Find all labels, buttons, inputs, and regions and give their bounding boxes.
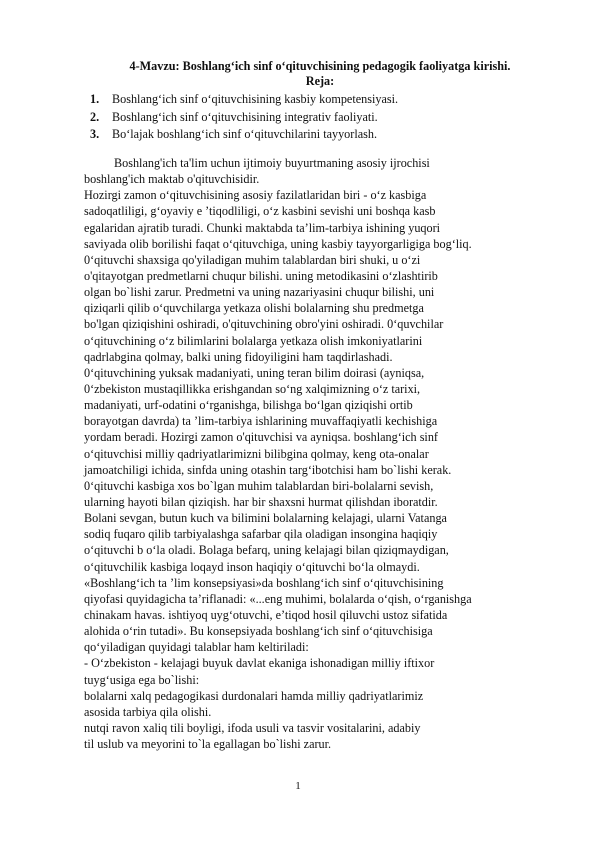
body-line: 0‘qituvchi shaxsiga qo'yiladigan muhim talablardan biri shuki, u o‘zi [84, 252, 421, 267]
plan-item-text: Bo‘lajak boshlang‘ich sinf o‘qituvchilarini tayyorlash. [112, 127, 378, 141]
body-line: 0‘zbekiston mustaqillikka erishgandan so‘ng xalqimizning o‘z tarixi, [84, 381, 421, 396]
body-line: o'qitayotgan predmetlarni chuqur bilishi. uning metodikasini o‘zlashtirib [84, 268, 438, 283]
body-line: Bolani sevgan, butun kuch va bilimini bolalarning kelajagi, ularni Vatanga [84, 511, 447, 526]
body-line: sadoqatliligi, g‘oyaviy e ’tiqodliligi, o‘z kasbini sevishi uni boshqa kasb [84, 204, 436, 219]
body-line: qiyofasi quyidagicha ta’riflanadi: «...eng muhimi, bolalarda o‘qish, o‘rganishga [84, 591, 472, 606]
body-line: bo'lgan qiziqishini oshiradi, o'qituvchining obro'yini oshiradi. 0‘quvchilar [84, 317, 444, 332]
body-line: jamoatchiligi ichida, sinfda uning otashin targ‘ibotchisi ham bo`lishi kerak. [84, 462, 452, 477]
page-number: 1 [295, 780, 301, 792]
body-line: madaniyati, urf-odatini o‘rganishga, bilishga bo‘lgan qiziqishi ortib [84, 398, 413, 413]
body-line: sodiq fuqaro qilib tarbiyalashga safarbar qila oladigan insongina haqiqiy [84, 527, 438, 542]
body-line: egalaridan ajratib turadi. Chunki maktabda ta’lim-tarbiya ishining yuqori [84, 220, 441, 235]
plan-item-number: 3. [90, 127, 100, 141]
body-line: saviyada olib borilishi faqat o‘qituvchiga, uning kasbiy tayyorgarligiga bog‘liq. [84, 236, 472, 251]
body-line: - O‘zbekiston - kelajagi buyuk davlat ekaniga ishonadigan milliy iftixor [84, 656, 435, 671]
body-line: nutqi ravon xaliq tili boyligi, ifoda usuli va tasvir vositalarini, adabiy [84, 720, 421, 735]
body-line: «Boshlang‘ich ta ’lim konsepsiyasi»da boshlang‘ich sinf o‘qituvchisining [84, 575, 444, 590]
body-line: o‘qituvchi b o‘la oladi. Bolaga befarq, uning kelajagi bilan qiziqmaydigan, [84, 543, 449, 558]
body-line: Hozirgi zamon o‘qituvchisining asosiy fazilatlaridan biri - o‘z kasbiga [84, 188, 427, 203]
body-line: chinakam havas. ishtiyoq uyg‘otuvchi, e’tiqod hosil qiluvchi ustoz sifatida [84, 607, 448, 622]
body-line: Boshlang'ich ta'lim uchun ijtimoiy buyurtmaning asosiy ijrochisi [114, 156, 430, 170]
body-line: o‘qituvchisi milliy qadriyatlarimizni bilibgina qolmay, keng ota-onalar [84, 446, 429, 461]
body-line: borayotgan davrda) ta ’lim-tarbiya ishlarining muvaffaqiyatli kechishiga [84, 414, 438, 429]
body-line: olgan bo`lishi zarur. Predmetni va uning nazariyasini chuqur bilishi, uni [84, 285, 435, 300]
plan-item [90, 109, 398, 127]
plan-item-text: Boshlang‘ich sinf o‘qituvchisining kasbiy kompetensiyasi. [112, 92, 399, 106]
plan-item-number: 1. [90, 92, 100, 106]
body-line: o‘qituvchilik kasbiga loqayd inson haqiqiy o‘qituvchi bo‘la olmaydi. [84, 559, 420, 574]
plan-item-number: 2. [90, 109, 100, 124]
document-title: 4-Mavzu: Boshlang‘ich sinf o‘qituvchisining pedagogik faoliyatga kirishi. [129, 59, 511, 73]
body-line: 0‘qituvchi kasbiga xos bo`lgan muhim talablardan biri-bolalarni sevish, [84, 478, 434, 493]
body-line: alohida o‘rin tutadi». Bu konsepsiyada boshlang‘ich sinf o‘qituvchisiga [84, 624, 433, 639]
body-line: tuyg‘usiga ega bo`lishi: [84, 672, 200, 687]
body-line: bolalarni xalq pedagogikasi durdonalari hamda milliy qadriyatlarimiz [84, 688, 424, 703]
plan-item [90, 91, 398, 109]
body-line: qo‘yiladigan quyidagi talablar ham keltiriladi: [84, 640, 309, 655]
body-line: yordam beradi. Hozirgi zamon o'qituvchisi va ayniqsa. boshlang‘ich sinf [84, 430, 438, 445]
plan-item-text: Boshlang‘ich sinf o‘qituvchisining integrativ faoliyati. [112, 109, 378, 124]
plan-item [90, 126, 398, 144]
plan-heading: Reja: [305, 74, 335, 88]
body-line: qiziqarli qilib o‘quvchilarga yetkaza olishi bolalarning shu predmetga [84, 301, 424, 316]
body-line: asosida tarbiya qila olishi. [84, 704, 212, 719]
body-text [84, 155, 514, 752]
plan-list [90, 91, 398, 144]
body-line: qadrlabgina qolmay, balki uning fidoyiligini ham taqdirlashadi. [84, 349, 393, 364]
body-line: boshlang'ich maktab o'qituvchisidir. [84, 172, 260, 187]
body-line: o‘qituvchining o‘z bilimlarini bolalarga yetkaza olish imkoniyatlarini [84, 333, 423, 348]
body-line: til uslub va meyorini to`la egallagan bo`lishi zarur. [84, 737, 332, 752]
body-line: 0‘qituvchining yuksak madaniyati, uning teran bilim doirasi (ayniqsa, [84, 365, 425, 380]
body-line: ularning hayoti bilan qiziqish. har bir shaxsni hurmat qilishdan iboratdir. [84, 494, 438, 509]
